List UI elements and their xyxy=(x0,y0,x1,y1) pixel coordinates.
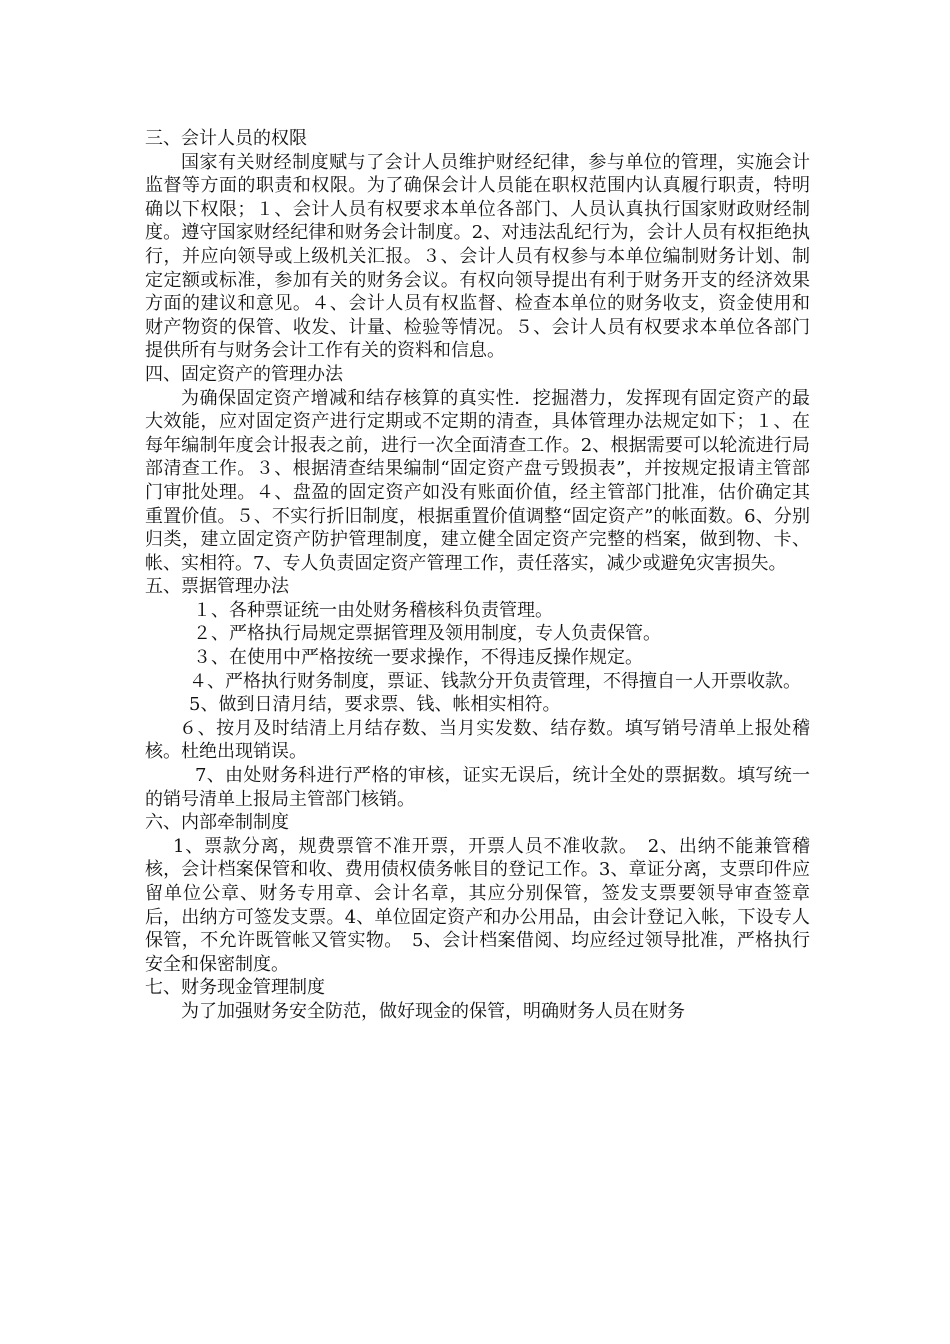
section-heading-3: 三、会计人员的权限 xyxy=(145,128,307,149)
section-heading-6: 六、内部牵制制度 xyxy=(145,812,289,834)
section-heading-5: 五、票据管理办法 xyxy=(145,576,289,598)
section-heading-7: 七、财务现金管理制度 xyxy=(145,977,325,999)
section-heading-4: 四、固定资产的管理办法 xyxy=(145,363,343,385)
list-item-receipt-7: 7、由处财务科进行严格的审核，证实无误后，统计全处的票据数。填写统一的销号清单上报局主管部门核销。 xyxy=(145,765,810,810)
paragraph-cash-management: 为了加强财务安全防范，做好现金的保管，明确财务人员在财务 xyxy=(181,1000,685,1022)
paragraph-accountant-rights: 国家有关财经制度赋与了会计人员维护财经纪律，参与单位的管理，实施会计监督等方面的职责和权限。为了确保会计人员能在职权范围内认真履行职责，特明确以下权限；１、会计人员有权要求本单位各部门、人员认真执行国家财政财经制度。遵守国家财经纪律和财务会计制度。2、对违法乱纪行为，会计人员有权拒绝执行，并应向领导或上级机关汇报。３、会计人员有权参与本单位编制财务计划、制定定额或标准，参加有关的财务会议。有权向领导提出有利于财务开支的经济效果方面的建议和意见。４、会计人员有权监督、检查本单位的财务收支，资金使用和财产物资的保管、收发、计量、检验等情况。５、会计人员有权要求本单位各部门提供所有与财务会计工作有关的资料和信息。 xyxy=(145,151,810,362)
list-item-receipt-2: ２、严格执行局规定票据管理及领用制度，专人负责保管。 xyxy=(193,623,661,645)
paragraph-internal-control: 1、票款分离，规费票管不准开票，开票人员不准收款。 2、出纳不能兼管稽核，会计档案保管和收、费用债权债务帐目的登记工作。3、章证分离，支票印件应留单位公章、财务专用章、会计名章，其应分别保管，签发支票要领导审查签章后，出纳方可签发支票。4、单位固定资产和办公用品，由会计登记入帐，下设专人保管，不允许既管帐又管实物。 5、会计档案借阅、均应经过领导批准，严格执行安全和保密制度。 xyxy=(145,835,810,975)
document-body xyxy=(145,127,810,1024)
paragraph-fixed-assets: 为确保固定资产增减和结存核算的真实性．挖掘潜力，发挥现有固定资产的最大效能，应对固定资产进行定期或不定期的清查，具体管理办法规定如下；１、在每年编制年度会计报表之前，进行一次全面清查工作。2、根据需要可以轮流进行局部清查工作。３、根据清查结果编制“固定资产盘亏毁损表”，并按规定报请主管部门审批处理。４、盘盈的固定资产如没有账面价值，经主管部门批准，估价确定其重置价值。５、不实行折旧制度，根据重置价值调整“固定资产”的帐面数。6、分别归类，建立固定资产防护管理制度，建立健全固定资产完整的档案，做到物、卡、帐、实相符。7、专人负责固定资产管理工作，责任落实，减少或避免灾害损失。 xyxy=(145,387,810,574)
list-item-receipt-1: １、各种票证统一由处财务稽核科负责管理。 xyxy=(193,599,553,621)
list-item-receipt-5: 5、做到日清月结，要求票、钱、帐相实相符。 xyxy=(189,694,561,716)
list-item-receipt-6: ６、按月及时结清上月结存数、当月实发数、结存数。填写销号清单上报处稽核。杜绝出现销误。 xyxy=(145,717,810,763)
list-item-receipt-4: ４、严格执行财务制度，票证、钱款分开负责管理，不得擅自一人开票收款。 xyxy=(189,670,801,692)
list-item-receipt-3: ３、在使用中严格按统一要求操作，不得违反操作规定。 xyxy=(193,647,643,669)
